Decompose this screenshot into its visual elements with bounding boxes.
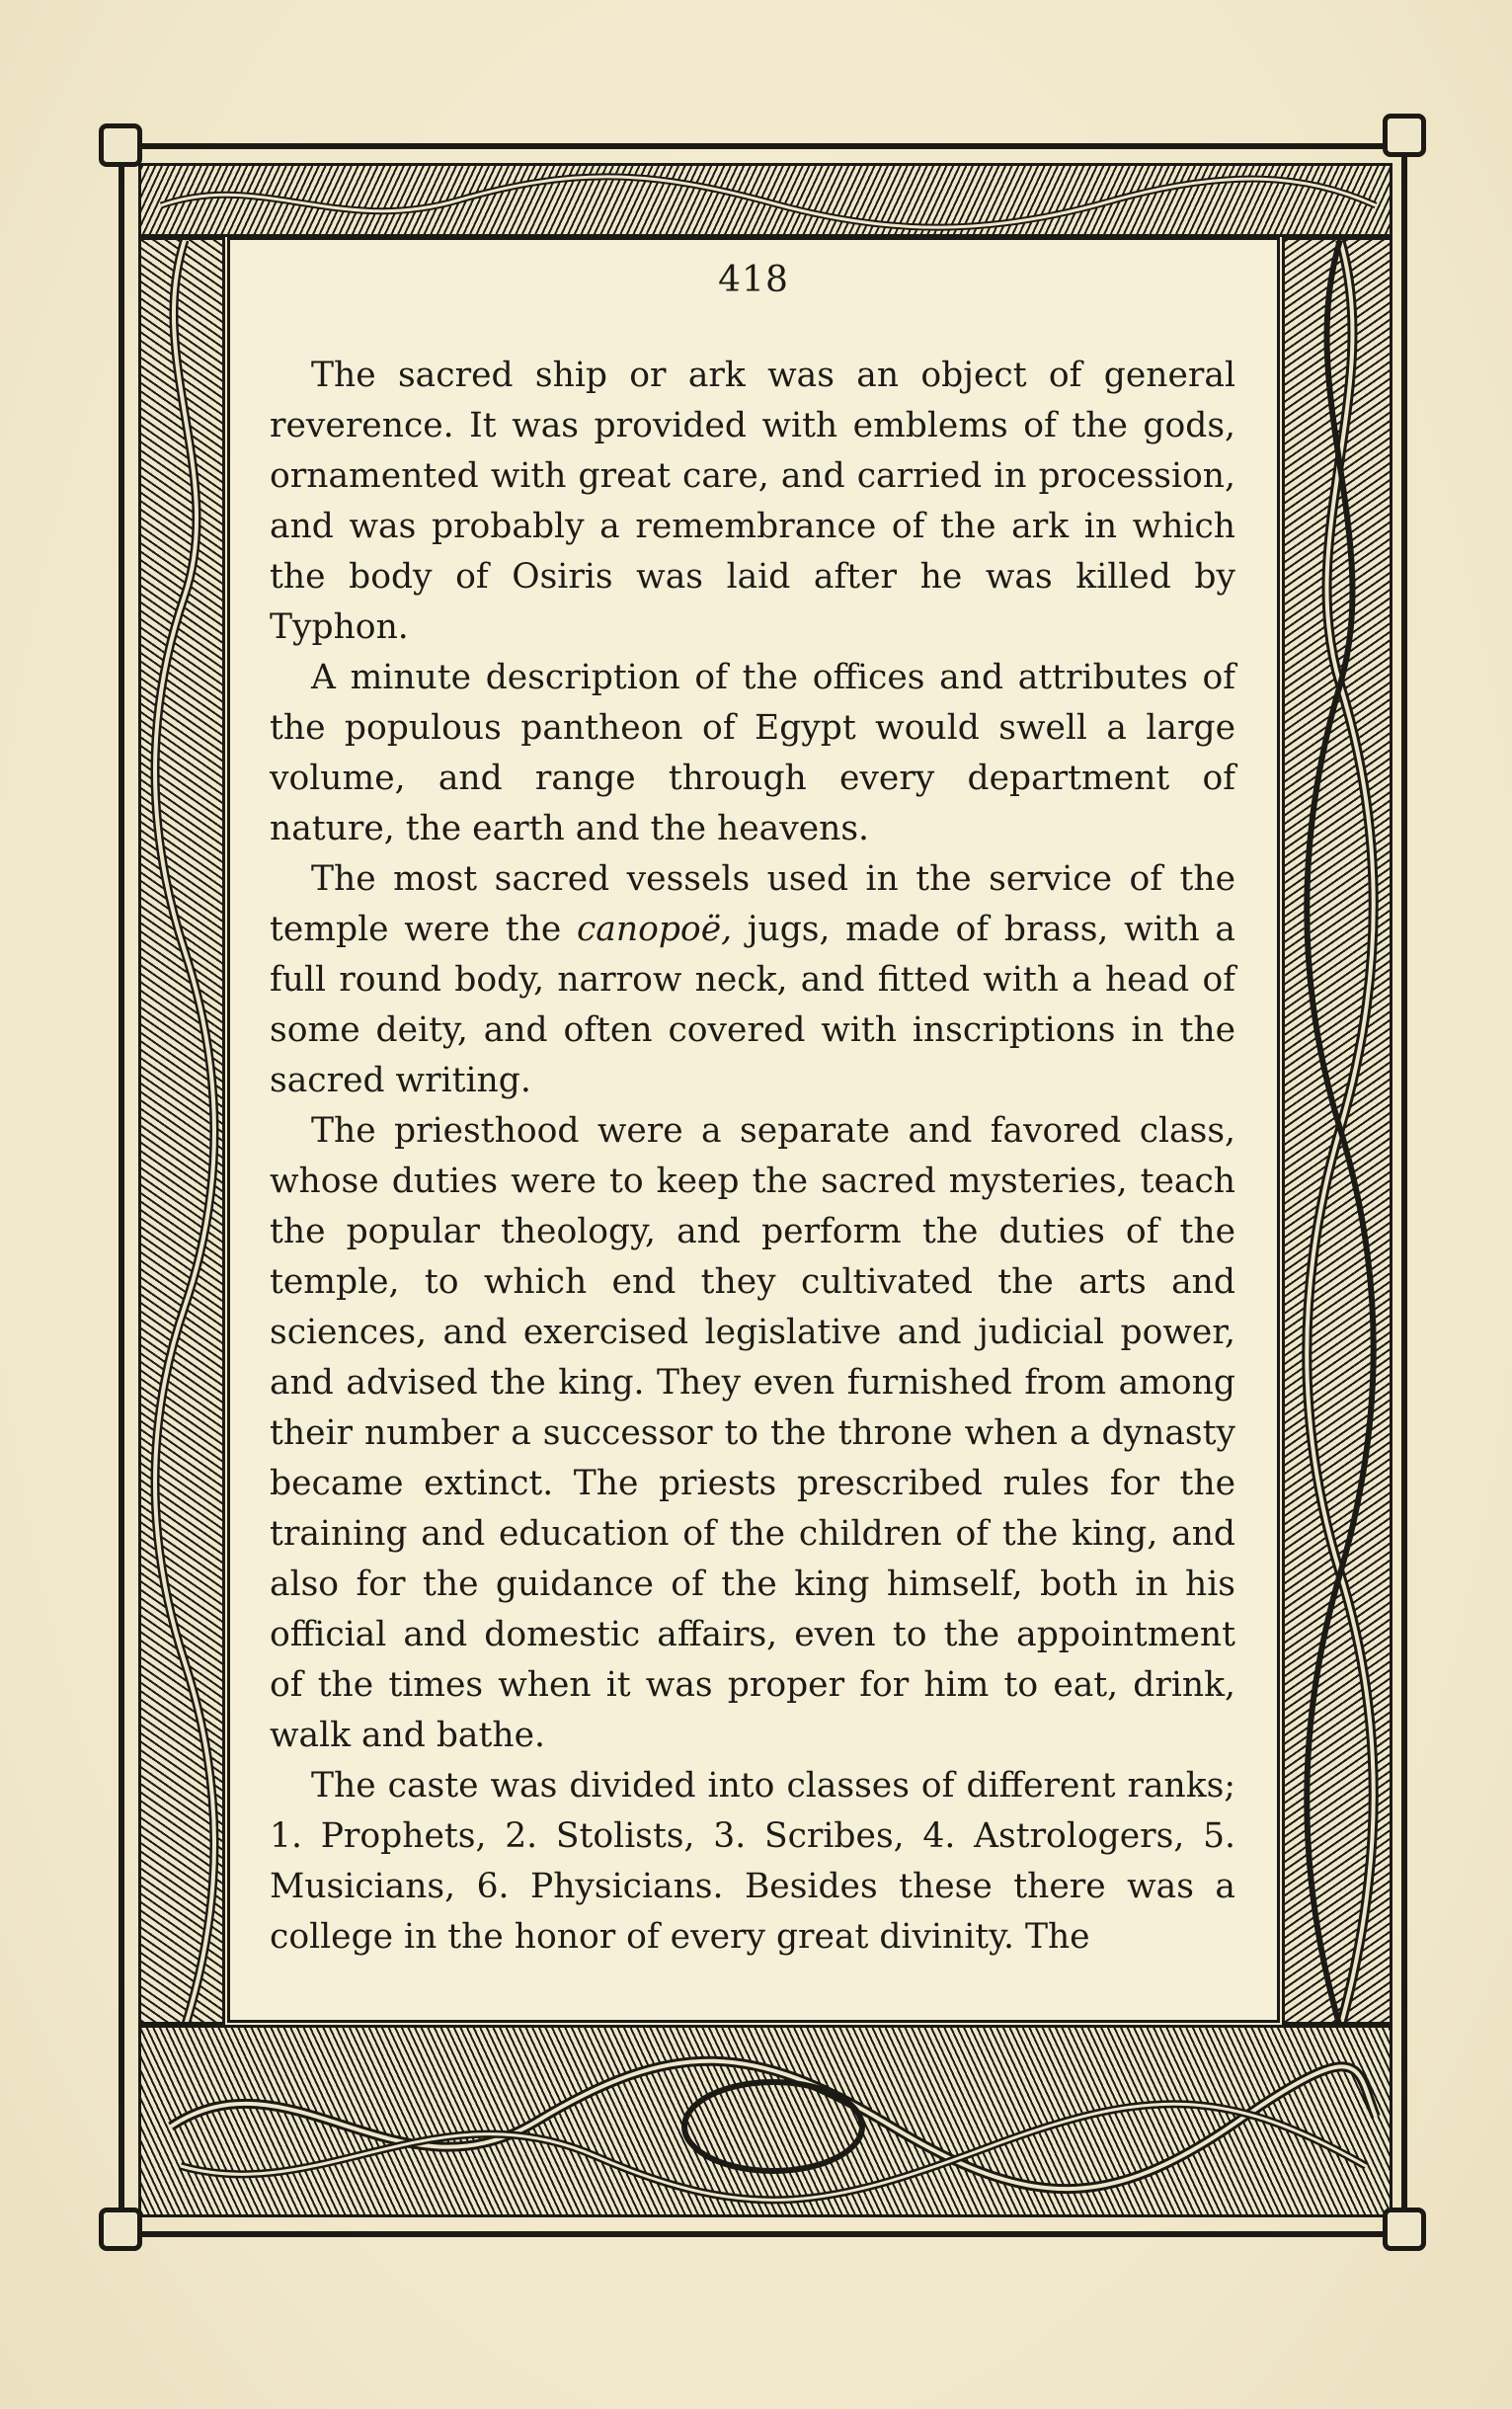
corner-knot-bottom-right-icon	[1383, 2208, 1426, 2251]
ornamental-border-top-icon	[138, 163, 1393, 237]
body-text	[270, 351, 1235, 1963]
corner-knot-bottom-left-icon	[99, 2208, 142, 2251]
paragraph	[270, 854, 1235, 1106]
text-run: jugs, made of brass, with a full round body, narrow neck, and fitted with a head of some deity, and often covered with inscriptions in the sacred writing.	[270, 910, 1235, 1100]
text-run: The sacred ship or ark was an object of general reverence. It was provided with emblems of the gods, ornamented with great care, and carried in procession, and was probably a remembrance of the ark in which the body of Osiris was laid after he was killed by Typhon.	[270, 356, 1235, 647]
ornamental-border-right-icon	[1282, 237, 1393, 2025]
text-run: The caste was divided into classes of different ranks; 1. Prophets, 2. Stolists, 3. Scribes, 4. Astrologers, 5. Musicians, 6. Physicians. Besides these there was a college in the honor of every great divinity. The	[270, 1766, 1235, 1957]
text-run: The priesthood were a separate and favored class, whose duties were to keep the sacred mysteries, teach the popular theology, and perform the duties of the temple, to which end they cultivated the arts and sciences, and exercised legislative and judicial power, and advised the king. They even furnished from among their number a successor to the throne when a dynasty became extinct. The priests prescribed rules for the training and education of the children of the king, and also for the guidance of the king himself, both in his official and domestic affairs, even to the appointment of the times when it was proper for him to eat, drink, walk and bathe.	[270, 1111, 1235, 1755]
paragraph	[270, 1106, 1235, 1761]
paragraph	[270, 653, 1235, 854]
text-run: A minute description of the offices and attributes of the populous pantheon of Egypt would swell a large volume, and range through every department of nature, the earth and the heavens.	[270, 658, 1235, 848]
page-number: 418	[718, 260, 789, 300]
corner-knot-top-left-icon	[99, 123, 142, 167]
text-panel	[227, 237, 1280, 2023]
paragraph	[270, 1761, 1235, 1963]
text-run: The most sacred vessels used in the service of the temple were the	[270, 859, 1235, 949]
ornamental-border-bottom-icon	[138, 2025, 1393, 2217]
ornamental-border-left-icon	[138, 237, 225, 2025]
italic-term: canopoë,	[576, 910, 733, 949]
paragraph	[270, 351, 1235, 653]
corner-knot-top-right-icon	[1383, 114, 1426, 157]
